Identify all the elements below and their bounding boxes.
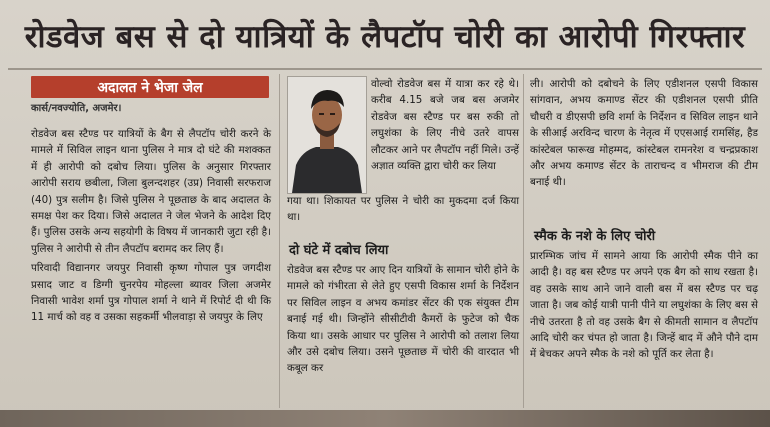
article-column-1 bbox=[31, 126, 271, 326]
accused-photo bbox=[287, 76, 367, 194]
paragraph-2: परिवादी विद्यानगर जयपुर निवासी कृष्ण गोपाल पुत्र जगदीश प्रसाद जाट व डिग्गी चुनरपेय मोहल्ला ब्यावर जिला अजमेर निवासी भावेश शर्मा पुत्र गोपाल शर्मा ने थाने में रिपोर्ट दी थी कि 11 मार्च को वह व उसका सहकर्मी भीलवाड़ा से जयपुर के लिए bbox=[31, 262, 271, 324]
column-divider bbox=[523, 74, 524, 408]
bottom-photo-strip bbox=[0, 410, 770, 427]
byline: कार्स/नवज्योति, अजमेर। bbox=[31, 103, 122, 114]
article-column-2-continued: गया था। शिकायत पर पुलिस ने चोरी का मुकदमा दर्ज किया था। bbox=[287, 195, 519, 224]
paragraph-1: रोडवेज बस स्टैण्ड पर यात्रियों के बैग से लैपटॉप चोरी करने के मामले में सिविल लाइन थाना पुलिस ने मात्र दो घंटे की मशक्कत में ही आरोपी को दबोच लिया। पुलिस के अनुसार गिरफ्तार आरोपी सराय छबीला, जिला बुलन्दशहर (उप्र) निवासी सरफराज (40) पुत्र सलीम है। जिसे पुलिस ने पूछताछ के बाद अदालत के समक्ष पेश कर दिया। जिसे अदालत ने जेल भेजने के आदेश दिए हैं। पुलिस उसके अन्य सहयोगी के विषय में जानकारी जुटा रही है। पुलिस ने आरोपी से तीन लैपटॉप बरामद कर लिए हैं। bbox=[31, 128, 271, 255]
section-banner: अदालत ने भेजा जेल bbox=[31, 76, 269, 98]
article-column-3-body: प्रारम्भिक जांच में सामने आया कि आरोपी स्मैक पीने का आदी है। वह बस स्टैण्ड पर अपने एक बैग को साथ रखता है। वह उसके साथ आने जाने वाली बस में बस स्टैण्ड पर चढ़ जाता है। जब कोई यात्री पानी पीने या लघुशंका के लिए बस से नीचे उतरता है तो वह उसके बैग से कीमती सामान व लैपटॉप आदि चोरी कर चंपत हो जाता है। जिन्हें बाद में औने पौने दाम में बेचकर अपने स्मैक के नशे को पूर्ति कर लेता है। bbox=[530, 250, 758, 361]
subheading-smack: स्मैक के नशे के लिए चोरी bbox=[534, 229, 656, 244]
subheading-two-hours: दो घंटे में दबोच लिया bbox=[289, 243, 389, 258]
column-divider bbox=[279, 74, 280, 408]
article-column-2-top: वोल्वो रोडवेज बस में यात्रा कर रहे थे। करीब 4.15 बजे जब बस अजमेर रोडवेज बस स्टैण्ड पर बस रुकी तो लघुशंका के लिए नीचे उतरे वापस लौटकर आने पर लैपटॉप नहीं मिले। उन्हें अज्ञात व्यक्ति द्वारा चोरी कर लिया bbox=[371, 78, 519, 173]
headline: रोडवेज बस से दो यात्रियों के लैपटॉप चोरी का आरोपी गिरफ्तार bbox=[8, 4, 762, 70]
portrait-image bbox=[288, 77, 366, 193]
article-column-3: ली। आरोपी को दबोचने के लिए एडीशनल एसपी विकास सांगवान, अभय कमाण्ड सेंटर की एडीशनल एसपी प्रीति चौधरी व डीएसपी छवि शर्मा के निर्देशन व सिविल लाइन थाने के सीआई अरविन्द चारण के नेतृत्व में एएसआई रामसिंह, हैड कांस्टेबल फारूख मोहम्मद, कांस्टेबल रामनरेश व चन्द्रप्रकाश और अभय कमाण्ड सेंटर के ताराचन्द व भीमराज की टीम बनाई थी। bbox=[530, 78, 758, 189]
article-column-2-body: रोडवेज बस स्टैण्ड पर आए दिन यात्रियों के सामान चोरी होने के मामले को गंभीरता से लेते हुए एसपी विकास शर्मा के निर्देशन पर सिविल लाइन व अभय कमांडर सेंटर की एक संयुक्त टीम बनाई गई थी। जिन्होंने सीसीटीवी कैमरों के फुटेज को चैक किया था। उसके आधार पर पुलिस ने आरोपी को तलाश लिया और उसे दबोच लिया। उसने पूछताछ में चोरी की वारदात भी कबूल कर bbox=[287, 264, 519, 375]
